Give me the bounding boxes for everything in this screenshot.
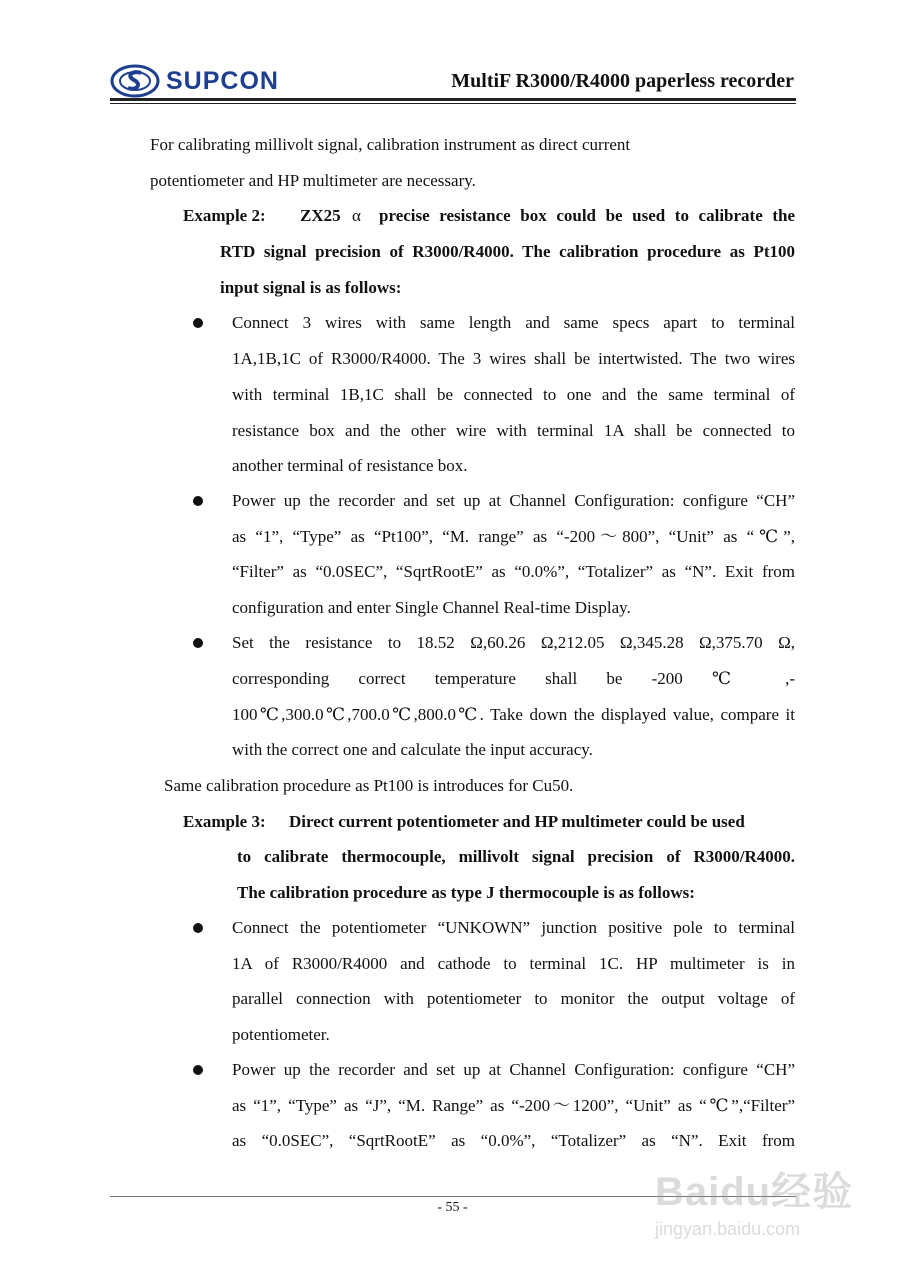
intro-line-2: potentiometer and HP multimeter are necessary. — [150, 171, 476, 190]
bullet-2 — [193, 496, 203, 506]
bullet-4 — [193, 923, 203, 933]
bullet-1-line-1: Connect 3 wires with same length and same specs apart to terminal — [232, 313, 795, 332]
example-3-line-1: Direct current potentiometer and HP multimeter could be used — [289, 812, 745, 831]
bullet-2-line-1: Power up the recorder and set up at Channel Configuration: configure “CH” — [232, 491, 795, 510]
supcon-logo — [110, 64, 279, 98]
page-number: - 55 - — [437, 1200, 468, 1215]
bullet-3 — [193, 638, 203, 648]
example-2-alpha: α — [352, 206, 361, 225]
watermark-url: jingyan.baidu.com — [655, 1219, 801, 1239]
bullet-3-line-2: corresponding correct temperature shall be -200 ℃ ,- — [232, 669, 795, 688]
example-2-label: Example 2: — [183, 206, 266, 225]
bullet-4-line-2: 1A of R3000/R4000 and cathode to terminal 1C. HP multimeter is in — [232, 954, 795, 973]
example-2-line-3: input signal is as follows: — [220, 278, 402, 297]
intro-line-1: For calibrating millivolt signal, calibration instrument as direct current — [150, 135, 631, 154]
baidu-watermark — [655, 1160, 855, 1250]
bullet-4-line-4: potentiometer. — [232, 1025, 330, 1044]
watermark-brand: Baidu经验 — [655, 1170, 854, 1214]
header-rule — [110, 98, 796, 101]
bullet-4-line-1: Connect the potentiometer “UNKOWN” junction positive pole to terminal — [232, 918, 795, 937]
bullet-1-line-5: another terminal of resistance box. — [232, 456, 468, 475]
example-2-model: ZX25 — [300, 206, 341, 225]
bullet-3-line-3: 100℃,300.0℃,700.0℃,800.0℃. Take down the displayed value, compare it — [232, 705, 795, 724]
bullet-5-line-1: Power up the recorder and set up at Channel Configuration: configure “CH” — [232, 1060, 795, 1079]
bullet-5 — [193, 1065, 203, 1075]
header-rule-thin — [110, 103, 796, 104]
bullet-1-line-3: with terminal 1B,1C shall be connected to one and the same terminal of — [232, 385, 795, 404]
bullet-1-line-2: 1A,1B,1C of R3000/R4000. The 3 wires shall be intertwisted. The two wires — [232, 349, 795, 368]
bullet-5-line-3: as “0.0SEC”, “SqrtRootE” as “0.0%”, “Totalizer” as “N”. Exit from — [232, 1131, 795, 1150]
document-title: MultiF R3000/R4000 paperless recorder — [451, 70, 794, 92]
bullet-1 — [193, 318, 203, 328]
bullet-4-line-3: parallel connection with potentiometer to monitor the output voltage of — [232, 989, 795, 1008]
bullet-2-line-4: configuration and enter Single Channel Real-time Display. — [232, 598, 631, 617]
example-3-line-3: The calibration procedure as type J thermocouple is as follows: — [237, 883, 695, 902]
bullet-1-line-4: resistance box and the other wire with terminal 1A shall be connected to — [232, 421, 795, 440]
example-3-label: Example 3: — [183, 812, 266, 831]
example-2-line-2: RTD signal precision of R3000/R4000. The calibration procedure as Pt100 — [220, 242, 795, 261]
logo-text: SUPCON — [166, 66, 279, 95]
cu50-note: Same calibration procedure as Pt100 is introduces for Cu50. — [164, 776, 574, 795]
bullet-2-line-2: as “1”, “Type” as “Pt100”, “M. range” as “-200～800”, “Unit” as “℃”, — [232, 527, 795, 546]
bullet-2-line-3: “Filter” as “0.0SEC”, “SqrtRootE” as “0.0%”, “Totalizer” as “N”. Exit from — [232, 562, 795, 581]
example-3-line-2: to calibrate thermocouple, millivolt signal precision of R3000/R4000. — [237, 847, 795, 866]
bullet-5-line-2: as “1”, “Type” as “J”, “M. Range” as “-200～1200”, “Unit” as “℃”,“Filter” — [232, 1096, 795, 1115]
supcon-logo-icon — [110, 64, 160, 98]
example-2-line-1: precise resistance box could be used to calibrate the — [379, 206, 795, 225]
bullet-3-line-1: Set the resistance to 18.52 Ω,60.26 Ω,212.05 Ω,345.28 Ω,375.70 Ω, — [232, 633, 795, 652]
bullet-3-line-4: with the correct one and calculate the input accuracy. — [232, 740, 593, 759]
